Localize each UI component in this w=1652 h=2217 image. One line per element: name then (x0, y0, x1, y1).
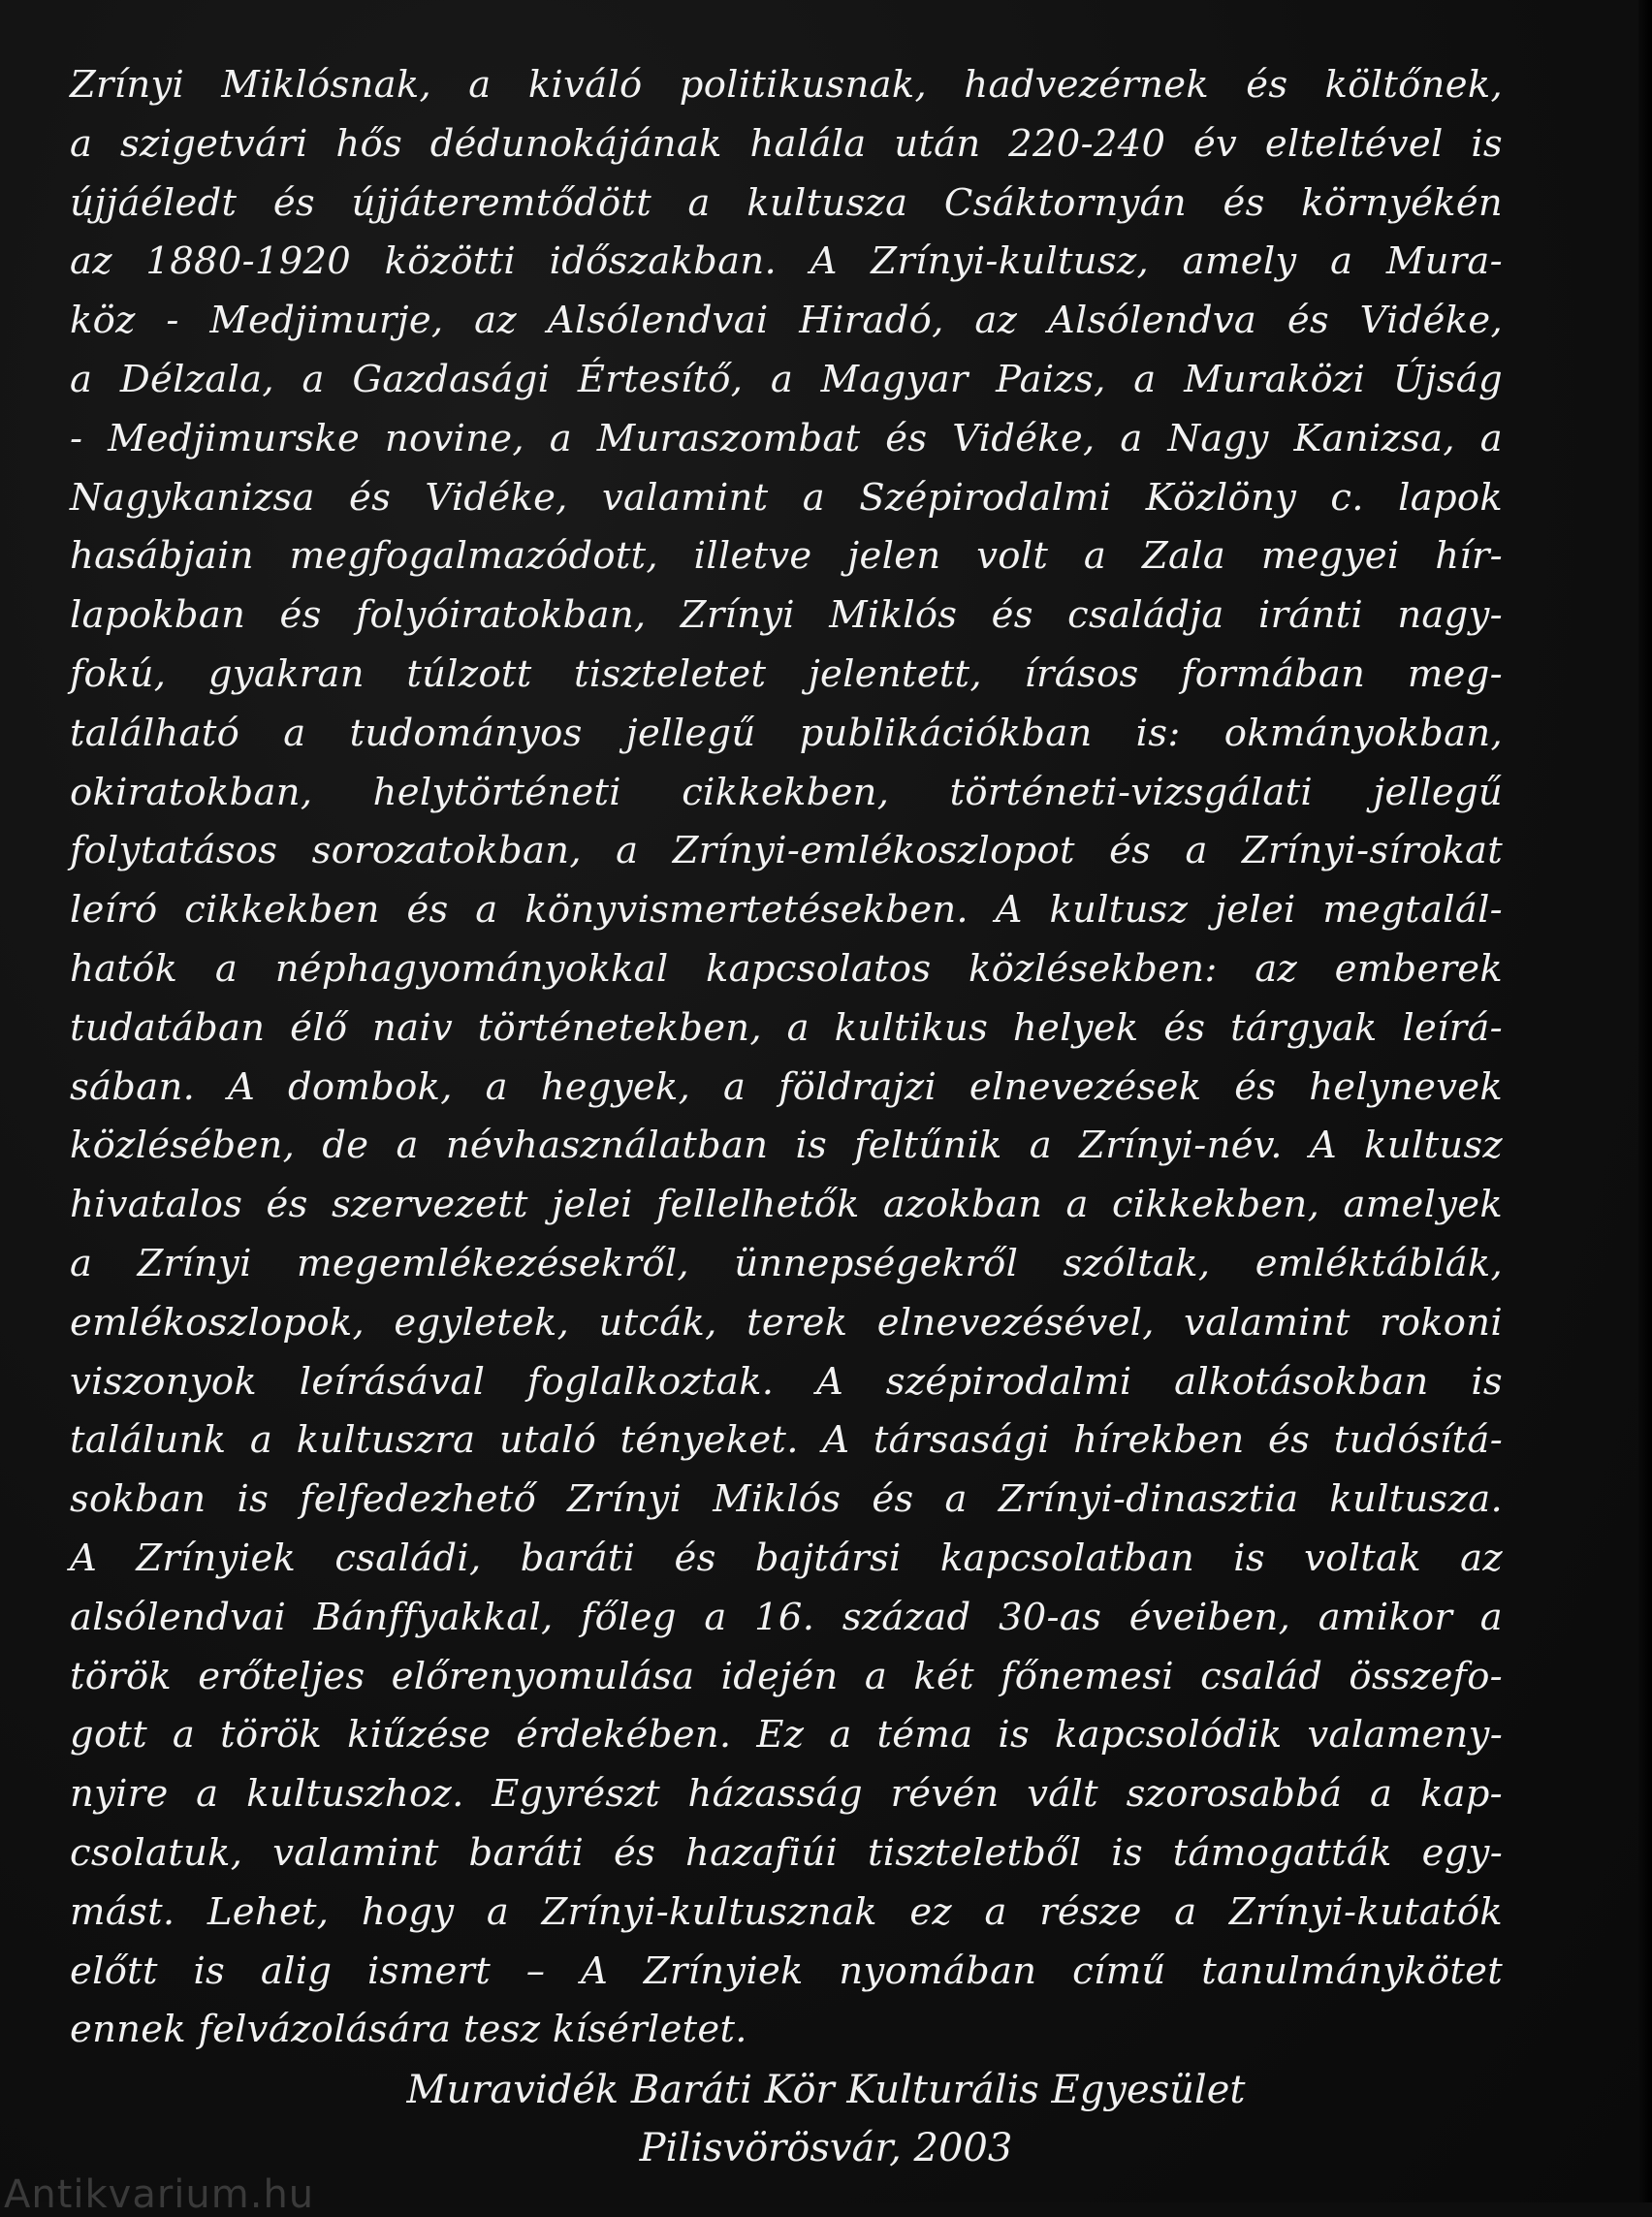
blurb-line: a Zrínyi megemlékezésekről, ünnepségekről szóltak, emléktáblák, (70, 1241, 1503, 1285)
blurb-line: köz - Medjimurje, az Alsólendvai Hiradó, az Alsólendva és Vidéke, (70, 299, 1503, 343)
blurb-line: sokban is felfedezhető Zrínyi Miklós és a Zrínyi-dinasztia kultusza. (70, 1477, 1503, 1522)
blurb-line: viszonyok leírásával foglalkoztak. A szépirodalmi alkotásokban is (70, 1359, 1503, 1404)
blurb-line: mást. Lehet, hogy a Zrínyi-kultusznak ez a része a Zrínyi-kutatók (70, 1889, 1503, 1934)
blurb-line: a szigetvári hős dédunokájának halála után 220-240 év elteltével is (70, 121, 1503, 166)
publisher-name: Muravidék Baráti Kör Kulturális Egyesület (406, 2068, 1246, 2112)
blurb-line: nyire a kultuszhoz. Egyrészt házasság révén vált szorosabbá a kap- (70, 1772, 1503, 1817)
blurb-line: található a tudományos jellegű publikációkban is: okmányokban, (70, 711, 1503, 755)
watermark: Antikvarium.hu (4, 2172, 315, 2217)
publisher-place-year: Pilisvörösvár, 2003 (639, 2126, 1013, 2170)
blurb-line: találunk a kultuszra utaló tényeket. A társasági hírekben és tudósítá- (70, 1418, 1503, 1463)
blurb-line: az 1880-1920 közötti időszakban. A Zrínyi-kultusz, amely a Mura- (70, 239, 1503, 284)
blurb-line: - Medjimurske novine, a Muraszombat és Vidéke, a Nagy Kanizsa, a (70, 416, 1503, 460)
blurb-line: a Délzala, a Gazdasági Értesítő, a Magyar Paizs, a Muraközi Újság (70, 357, 1503, 401)
blurb-line: okiratokban, helytörténeti cikkekben, történeti-vizsgálati jellegű (70, 770, 1503, 814)
blurb-line: leíró cikkekben és a könyvismertetésekben. A kultusz jelei megtalál- (70, 888, 1503, 933)
cover-blurb-text (70, 56, 1503, 2060)
blurb-line: ennek felvázolására tesz kísérletet. (70, 2008, 747, 2052)
blurb-line: újjáéledt és újjáteremtődött a kultusza Csáktornyán és környékén (70, 180, 1503, 225)
blurb-line: lapokban és folyóiratokban, Zrínyi Miklós és családja iránti nagy- (70, 593, 1503, 638)
blurb-line: török erőteljes előrenyomulása idején a két főnemesi család összefo- (70, 1654, 1503, 1698)
blurb-line: sában. A dombok, a hegyek, a földrajzi elnevezések és helynevek (70, 1064, 1503, 1109)
blurb-line: folytatásos sorozatokban, a Zrínyi-emlékoszlopot és a Zrínyi-sírokat (70, 829, 1503, 873)
cover-edge-shadow (1638, 0, 1652, 2202)
blurb-line: csolatuk, valamint baráti és hazafiúi tiszteletből is támogatták egy- (70, 1830, 1503, 1875)
blurb-line: alsólendvai Bánffyakkal, főleg a 16. század 30-as éveiben, amikor a (70, 1595, 1503, 1639)
blurb-line: tudatában élő naiv történetekben, a kultikus helyek és tárgyak leírá- (70, 1005, 1503, 1050)
blurb-line: gott a török kiűzése érdekében. Ez a téma is kapcsolódik valameny- (70, 1713, 1503, 1758)
blurb-line: Zrínyi Miklósnak, a kiváló politikusnak, hadvezérnek és költőnek, (70, 63, 1503, 107)
blurb-line: Nagykanizsa és Vidéke, valamint a Szépirodalmi Közlöny c. lapok (70, 475, 1503, 520)
blurb-line: előtt is alig ismert – A Zrínyiek nyomában című tanulmánykötet (70, 1948, 1503, 1993)
blurb-line: emlékoszlopok, egyletek, utcák, terek elnevezésével, valamint rokoni (70, 1300, 1503, 1345)
blurb-line: hatók a néphagyományokkal kapcsolatos közlésekben: az emberek (70, 946, 1503, 991)
blurb-line: hasábjain megfogalmazódott, illetve jelen volt a Zala megyei hír- (70, 534, 1503, 579)
blurb-line: közlésében, de a névhasználatban is feltűnik a Zrínyi-név. A kultusz (70, 1124, 1503, 1168)
blurb-line: hivatalos és szervezett jelei fellelhetők azokban a cikkekben, amelyek (70, 1183, 1503, 1227)
blurb-line: fokú, gyakran túlzott tiszteletet jelentett, írásos formában meg- (70, 651, 1503, 696)
blurb-line: A Zrínyiek családi, baráti és bajtársi kapcsolatban is voltak az (70, 1536, 1503, 1580)
